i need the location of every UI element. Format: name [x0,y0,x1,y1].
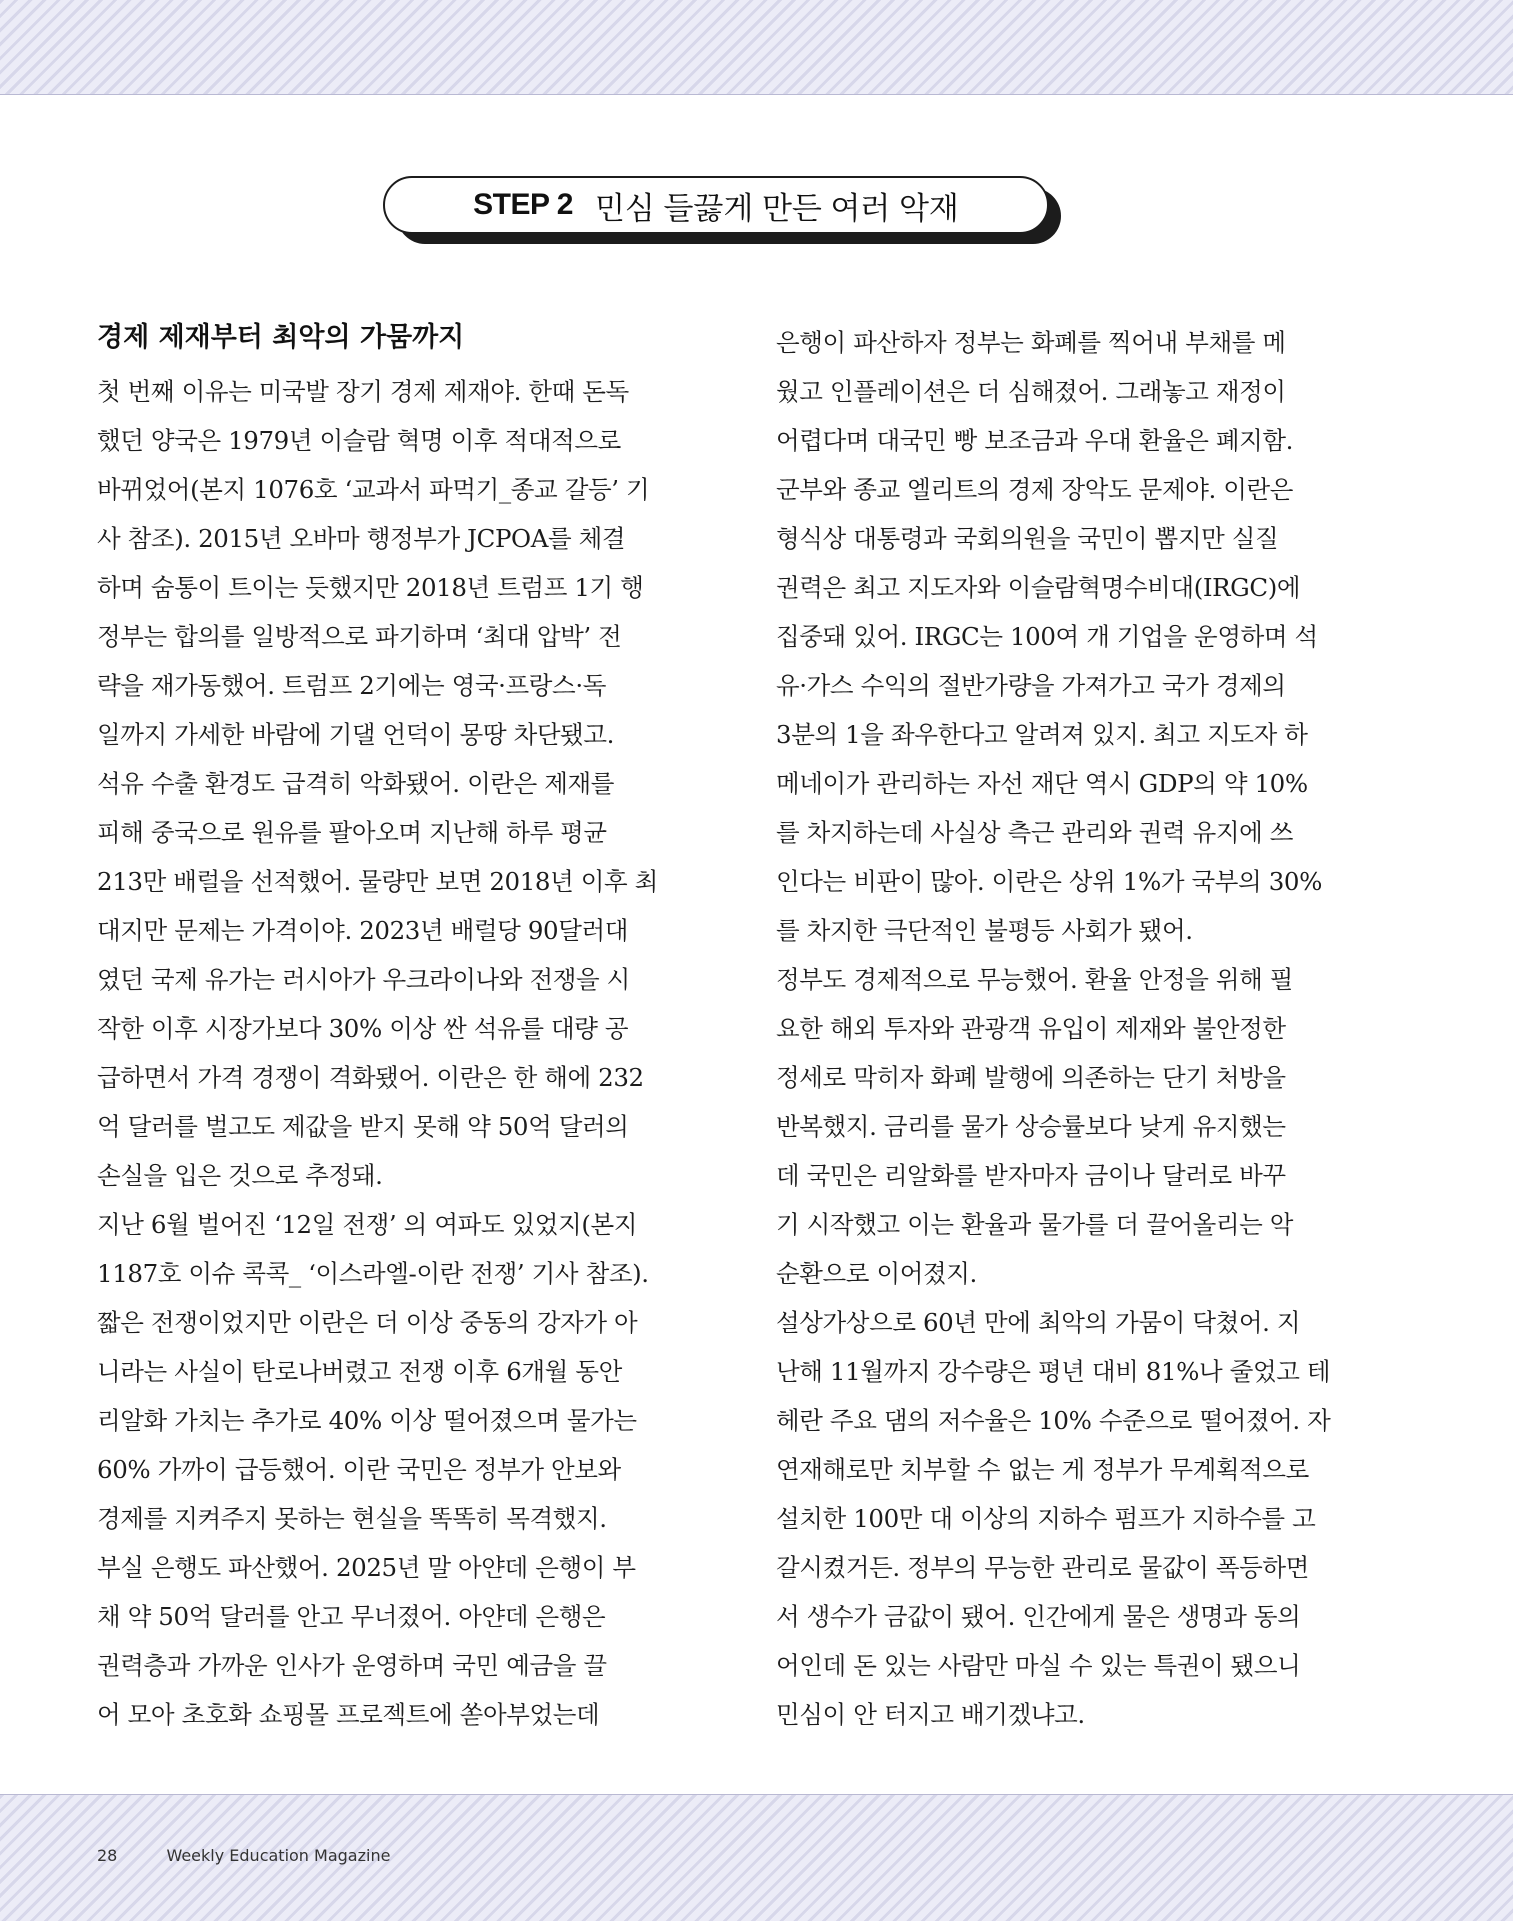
body-text-line: 채 약 50억 달러를 안고 무너졌어. 아얀데 은행은 [97,1602,606,1631]
left-column-text [97,367,675,1739]
body-text-line: 메네이가 관리하는 자선 재단 역시 GDP의 약 10% [776,769,1308,798]
body-text-line: 난해 11월까지 강수량은 평년 대비 81%나 줄었고 테 [776,1357,1331,1386]
body-text-line: 어인데 돈 있는 사람만 마실 수 있는 특권이 됐으니 [776,1651,1301,1680]
body-text-line: 일까지 가세한 바람에 기댈 언덕이 몽땅 차단됐고. [97,720,615,749]
body-text-line: 순환으로 이어졌지. [776,1259,977,1288]
body-text-line: 설치한 100만 대 이상의 지하수 펌프가 지하수를 고 [776,1504,1316,1533]
body-text-line: 지난 6월 벌어진 ‘12일 전쟁’ 의 여파도 있었지(본지 [97,1210,638,1239]
step-banner-pill [383,176,1049,234]
body-text-line: 대지만 문제는 가격이야. 2023년 배럴당 90달러대 [97,916,628,945]
page-footer [97,1846,390,1865]
body-text-line: 서 생수가 금값이 됐어. 인간에게 물은 생명과 동의 [776,1602,1301,1631]
body-text-line: 데 국민은 리알화를 받자마자 금이나 달러로 바꾸 [776,1161,1286,1190]
body-text-line: 했던 양국은 1979년 이슬람 혁명 이후 적대적으로 [97,426,621,455]
body-text-line: 정부도 경제적으로 무능했어. 환율 안정을 위해 필 [776,965,1294,994]
body-text-line: 손실을 입은 것으로 추정돼. [97,1161,383,1190]
body-text-line: 권력층과 가까운 인사가 운영하며 국민 예금을 끌 [97,1651,607,1680]
body-text-line: 급하면서 가격 경쟁이 격화됐어. 이란은 한 해에 232 [97,1063,644,1092]
body-text-line: 를 차지하는데 사실상 측근 관리와 권력 유지에 쓰 [776,818,1294,847]
body-text-line: 갈시켰거든. 정부의 무능한 관리로 물값이 폭등하면 [776,1553,1309,1582]
body-text-line: 부실 은행도 파산했어. 2025년 말 아얀데 은행이 부 [97,1553,636,1582]
body-text-line: 어 모아 초호화 쇼핑몰 프로젝트에 쏟아부었는데 [97,1700,600,1729]
body-text-line: 헤란 주요 댐의 저수율은 10% 수준으로 떨어졌어. 자 [776,1406,1331,1435]
body-text-line: 어렵다며 대국민 빵 보조금과 우대 환율은 폐지함. [776,426,1294,455]
body-text-line: 첫 번째 이유는 미국발 장기 경제 제재야. 한때 돈독 [97,377,629,406]
step-title: 민심 들끓게 만든 여러 악재 [594,190,959,226]
body-text-line: 를 차지한 극단적인 불평등 사회가 됐어. [776,916,1193,945]
body-text-line: 3분의 1을 좌우한다고 알려져 있지. 최고 지도자 하 [776,720,1308,749]
body-text-line: 은행이 파산하자 정부는 화폐를 찍어내 부채를 메 [776,328,1286,357]
header-pattern-band [0,0,1513,95]
body-text-line: 피해 중국으로 원유를 팔아오며 지난해 하루 평균 [97,818,607,847]
body-text-line: 사 참조). 2015년 오바마 행정부가 JCPOA를 체결 [97,524,626,553]
body-text-line: 하며 숨통이 트이는 듯했지만 2018년 트럼프 1기 행 [97,573,644,602]
step-label: STEP 2 [473,188,573,221]
body-text-line: 연재해로만 치부할 수 없는 게 정부가 무계획적으로 [776,1455,1309,1484]
section-heading: 경제 제재부터 최악의 가뭄까지 [97,322,465,353]
body-text-line: 형식상 대통령과 국회의원을 국민이 뽑지만 실질 [776,524,1279,553]
body-text-line: 군부와 종교 엘리트의 경제 장악도 문제야. 이란은 [776,475,1294,504]
body-text-line: 요한 해외 투자와 관광객 유입이 제재와 불안정한 [776,1014,1286,1043]
body-text-line: 억 달러를 벌고도 제값을 받지 못해 약 50억 달러의 [97,1112,629,1141]
body-text-line: 기 시작했고 이는 환율과 물가를 더 끌어올리는 악 [776,1210,1294,1239]
body-text-line: 략을 재가동했어. 트럼프 2기에는 영국·프랑스·독 [97,671,606,700]
body-text-line: 권력은 최고 지도자와 이슬람혁명수비대(IRGC)에 [776,573,1301,602]
right-column-text [776,318,1354,1739]
page-number: 28 [97,1846,118,1865]
body-text-line: 정부는 합의를 일방적으로 파기하며 ‘최대 압박’ 전 [97,622,622,651]
body-text-line: 집중돼 있어. IRGC는 100여 개 기업을 운영하며 석 [776,622,1318,651]
body-text-line: 민심이 안 터지고 배기겠냐고. [776,1700,1085,1729]
body-text-line: 213만 배럴을 선적했어. 물량만 보면 2018년 이후 최 [97,867,658,896]
left-column [97,318,675,1739]
body-text-line: 1187호 이슈 콕콕_ ‘이스라엘-이란 전쟁’ 기사 참조). [97,1259,649,1288]
body-text-line: 작한 이후 시장가보다 30% 이상 싼 석유를 대량 공 [97,1014,629,1043]
body-text-line: 바뀌었어(본지 1076호 ‘교과서 파먹기_종교 갈등’ 기 [97,475,650,504]
body-text-line: 설상가상으로 60년 만에 최악의 가뭄이 닥쳤어. 지 [776,1308,1301,1337]
body-text-line: 인다는 비판이 많아. 이란은 상위 1%가 국부의 30% [776,867,1322,896]
body-text-line: 니라는 사실이 탄로나버렸고 전쟁 이후 6개월 동안 [97,1357,622,1386]
body-text-line: 석유 수출 환경도 급격히 악화됐어. 이란은 제재를 [97,769,615,798]
magazine-name: Weekly Education Magazine [166,1846,391,1865]
step-banner [383,176,1063,248]
body-text-line: 경제를 지켜주지 못하는 현실을 똑똑히 목격했지. [97,1504,607,1533]
right-column [776,318,1354,1739]
body-text-line: 웠고 인플레이션은 더 심해졌어. 그래놓고 재정이 [776,377,1286,406]
body-text-line: 짧은 전쟁이었지만 이란은 더 이상 중동의 강자가 아 [97,1308,638,1337]
body-text-line: 반복했지. 금리를 물가 상승률보다 낮게 유지했는 [776,1112,1286,1141]
body-text-line: 였던 국제 유가는 러시아가 우크라이나와 전쟁을 시 [97,965,630,994]
body-text-line: 리알화 가치는 추가로 40% 이상 떨어졌으며 물가는 [97,1406,637,1435]
body-text-line: 정세로 막히자 화폐 발행에 의존하는 단기 처방을 [776,1063,1286,1092]
body-text-line: 유·가스 수익의 절반가량을 가져가고 국가 경제의 [776,671,1286,700]
body-text-line: 60% 가까이 급등했어. 이란 국민은 정부가 안보와 [97,1455,621,1484]
